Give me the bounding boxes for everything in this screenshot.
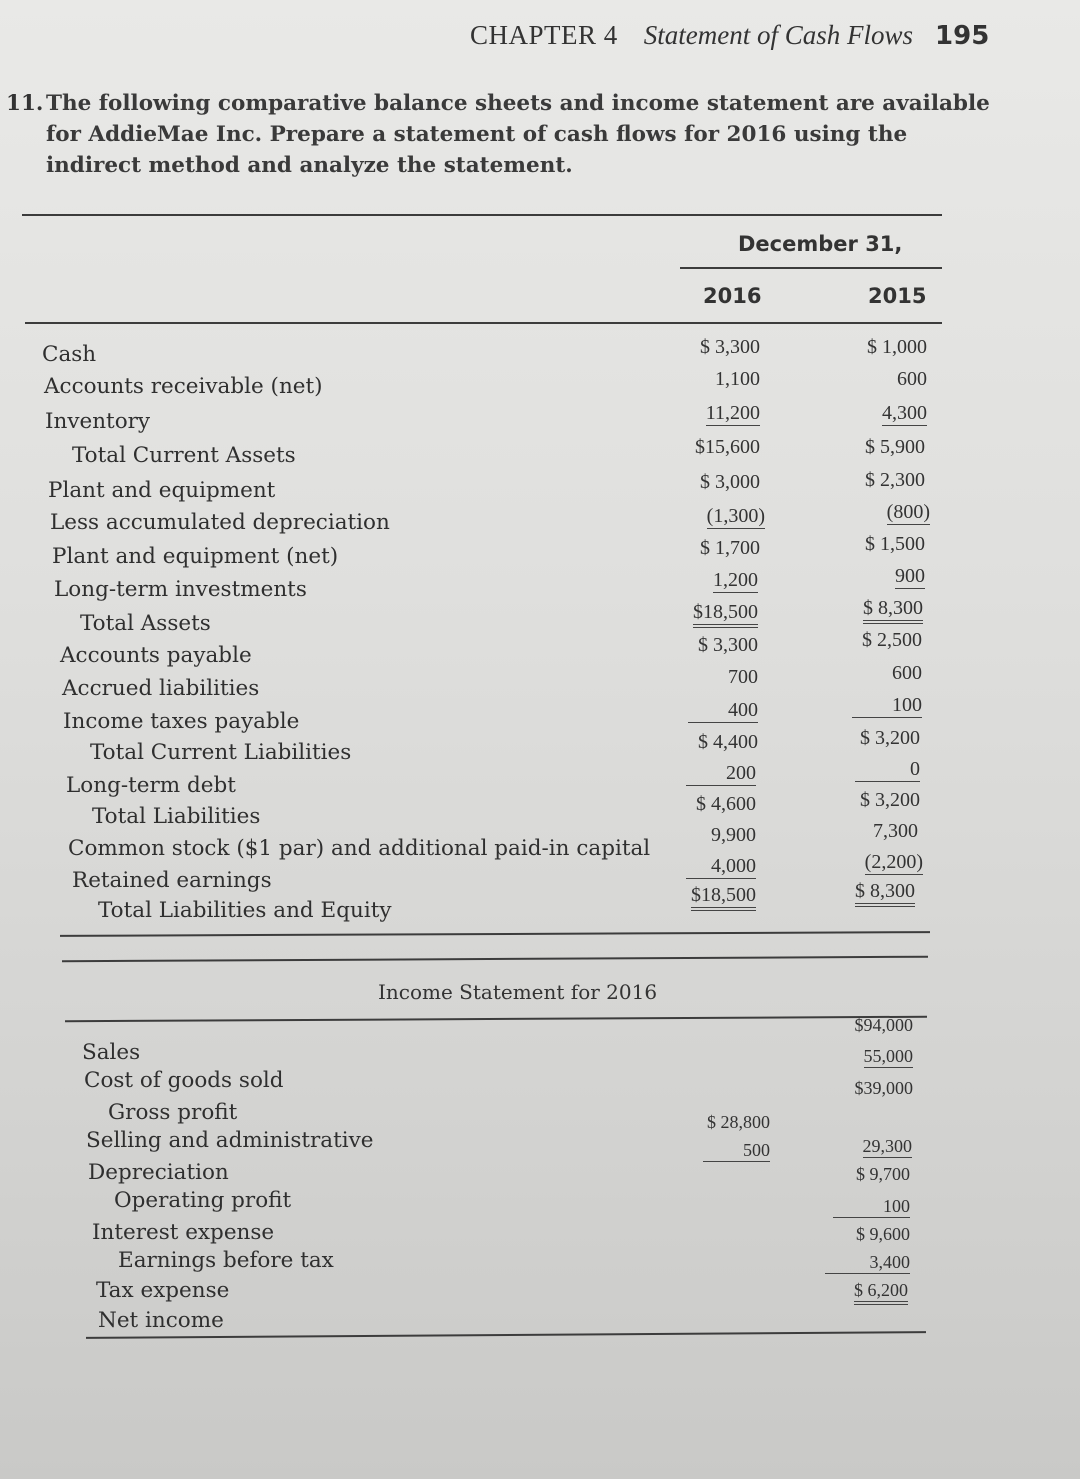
bs-row-label: Common stock ($1 par) and additional paid-in capital [68,836,651,861]
bs-row-label: Accounts payable [60,643,252,668]
bs-2016-value: 4,000 [686,855,756,879]
bs-2016-value: 1,200 [713,569,758,591]
table-top-rule [22,214,942,216]
is-right-value: $94,000 [854,1015,913,1035]
bs-row-label: Accounts receivable (net) [44,374,323,399]
bs-2015-value: $ 8,300 [855,880,915,907]
bs-2016-value: 11,200 [705,402,760,424]
bs-2015-value: 4,300 [882,402,927,424]
bs-row-label: Total Liabilities and Equity [98,898,392,923]
bs-2016-value: $15,600 [695,436,760,458]
balance-sheet-bottom-rule [60,931,930,937]
date-header-rule [680,267,942,269]
bs-row-label: Plant and equipment [48,478,276,503]
bs-2015-value: $ 3,200 [860,789,920,811]
bs-2016-value: $18,500 [693,601,758,628]
bs-2015-value: (2,200) [864,851,923,873]
chapter-label: CHAPTER 4 [470,20,618,50]
is-right-value: 100 [833,1196,910,1218]
bs-row-label: Inventory [45,409,151,434]
income-statement-title: Income Statement for 2016 [378,980,658,1004]
bs-2015-value: $ 5,900 [865,436,925,458]
bs-2015-value: 0 [855,758,920,782]
bs-2015-value: 600 [897,368,927,390]
bs-row-label: Total Current Liabilities [90,740,352,765]
is-right-value: $ 9,700 [856,1164,910,1184]
bs-row-label: Accrued liabilities [62,676,260,701]
bs-row-label: Less accumulated depreciation [50,510,390,535]
bs-2015-value: 100 [852,694,922,718]
bs-2015-value: $ 8,300 [863,597,923,624]
page-number: 195 [935,21,990,51]
is-row-label: Tax expense [96,1278,230,1303]
bs-2015-value: $ 1,000 [867,336,927,358]
is-right-value: 3,400 [825,1252,911,1274]
page-header [470,20,989,51]
bs-2016-value: (1,300) [706,505,765,527]
bs-2015-value: $ 3,200 [860,727,920,749]
problem-number: 11. [6,91,44,116]
date-header: December 31, [738,232,903,256]
column-2015: 2015 [868,284,927,308]
problem-text: The following comparative balance sheets and income statement are available for AddieMae Inc. Prepare a statement of cash flows for 2016 using the indirect method and analyze the statement. [46,91,990,178]
is-row-label: Cost of goods sold [84,1068,284,1093]
is-right-value: $ 9,600 [856,1224,910,1244]
bs-2016-value: $ 1,700 [700,537,760,559]
bs-2016-value: 9,900 [711,824,756,846]
is-right-value: 55,000 [863,1046,913,1066]
bs-2016-value: 700 [728,666,758,688]
bs-2015-value: 900 [895,565,925,587]
bs-2015-value: $ 2,500 [862,629,922,651]
is-row-label: Sales [82,1040,141,1065]
column-header-rule [25,322,942,324]
bs-2016-value: $ 3,000 [700,471,760,493]
bs-2015-value: 7,300 [873,820,918,842]
is-row-label: Net income [98,1308,224,1333]
bs-row-label: Long-term debt [66,773,236,798]
bs-2016-value: 1,100 [715,368,760,390]
bs-2016-value: $18,500 [691,884,756,911]
bs-row-label: Income taxes payable [63,709,300,734]
bs-row-label: Plant and equipment (net) [52,544,339,569]
bs-2016-value: 400 [688,699,758,723]
bs-2016-value: $ 3,300 [700,336,760,358]
is-row-label: Depreciation [88,1160,229,1185]
is-mid-value: 500 [703,1140,770,1162]
bs-2016-value: $ 4,600 [696,793,756,815]
is-row-label: Gross profit [108,1100,238,1125]
income-statement-header-rule [65,1016,927,1023]
bs-2015-value: $ 1,500 [865,533,925,555]
is-right-value: $39,000 [854,1078,913,1098]
bs-2016-value: $ 3,300 [698,634,758,656]
bs-row-label: Total Current Assets [72,443,296,468]
bs-2015-value: 600 [892,662,922,684]
bs-2016-value: 200 [686,762,756,786]
is-row-label: Earnings before tax [118,1248,334,1273]
chapter-title: Statement of Cash Flows [643,20,914,50]
bs-2016-value: $ 4,400 [698,731,758,753]
bs-2015-value: $ 2,300 [865,469,925,491]
bs-row-label: Total Liabilities [92,804,261,829]
bs-row-label: Long-term investments [54,577,307,602]
problem-statement [8,88,998,181]
bs-row-label: Cash [42,342,97,367]
is-right-value: 29,300 [862,1136,912,1156]
is-row-label: Operating profit [114,1188,292,1213]
bs-row-label: Retained earnings [72,868,272,893]
is-right-value: $ 6,200 [854,1280,908,1305]
column-2016: 2016 [703,284,762,308]
is-row-label: Selling and administrative [86,1128,374,1153]
is-mid-value: $ 28,800 [707,1112,770,1132]
bs-row-label: Total Assets [80,611,211,636]
income-statement-top-rule [62,956,928,963]
is-row-label: Interest expense [92,1220,275,1245]
bs-2015-value: (800) [886,501,930,523]
